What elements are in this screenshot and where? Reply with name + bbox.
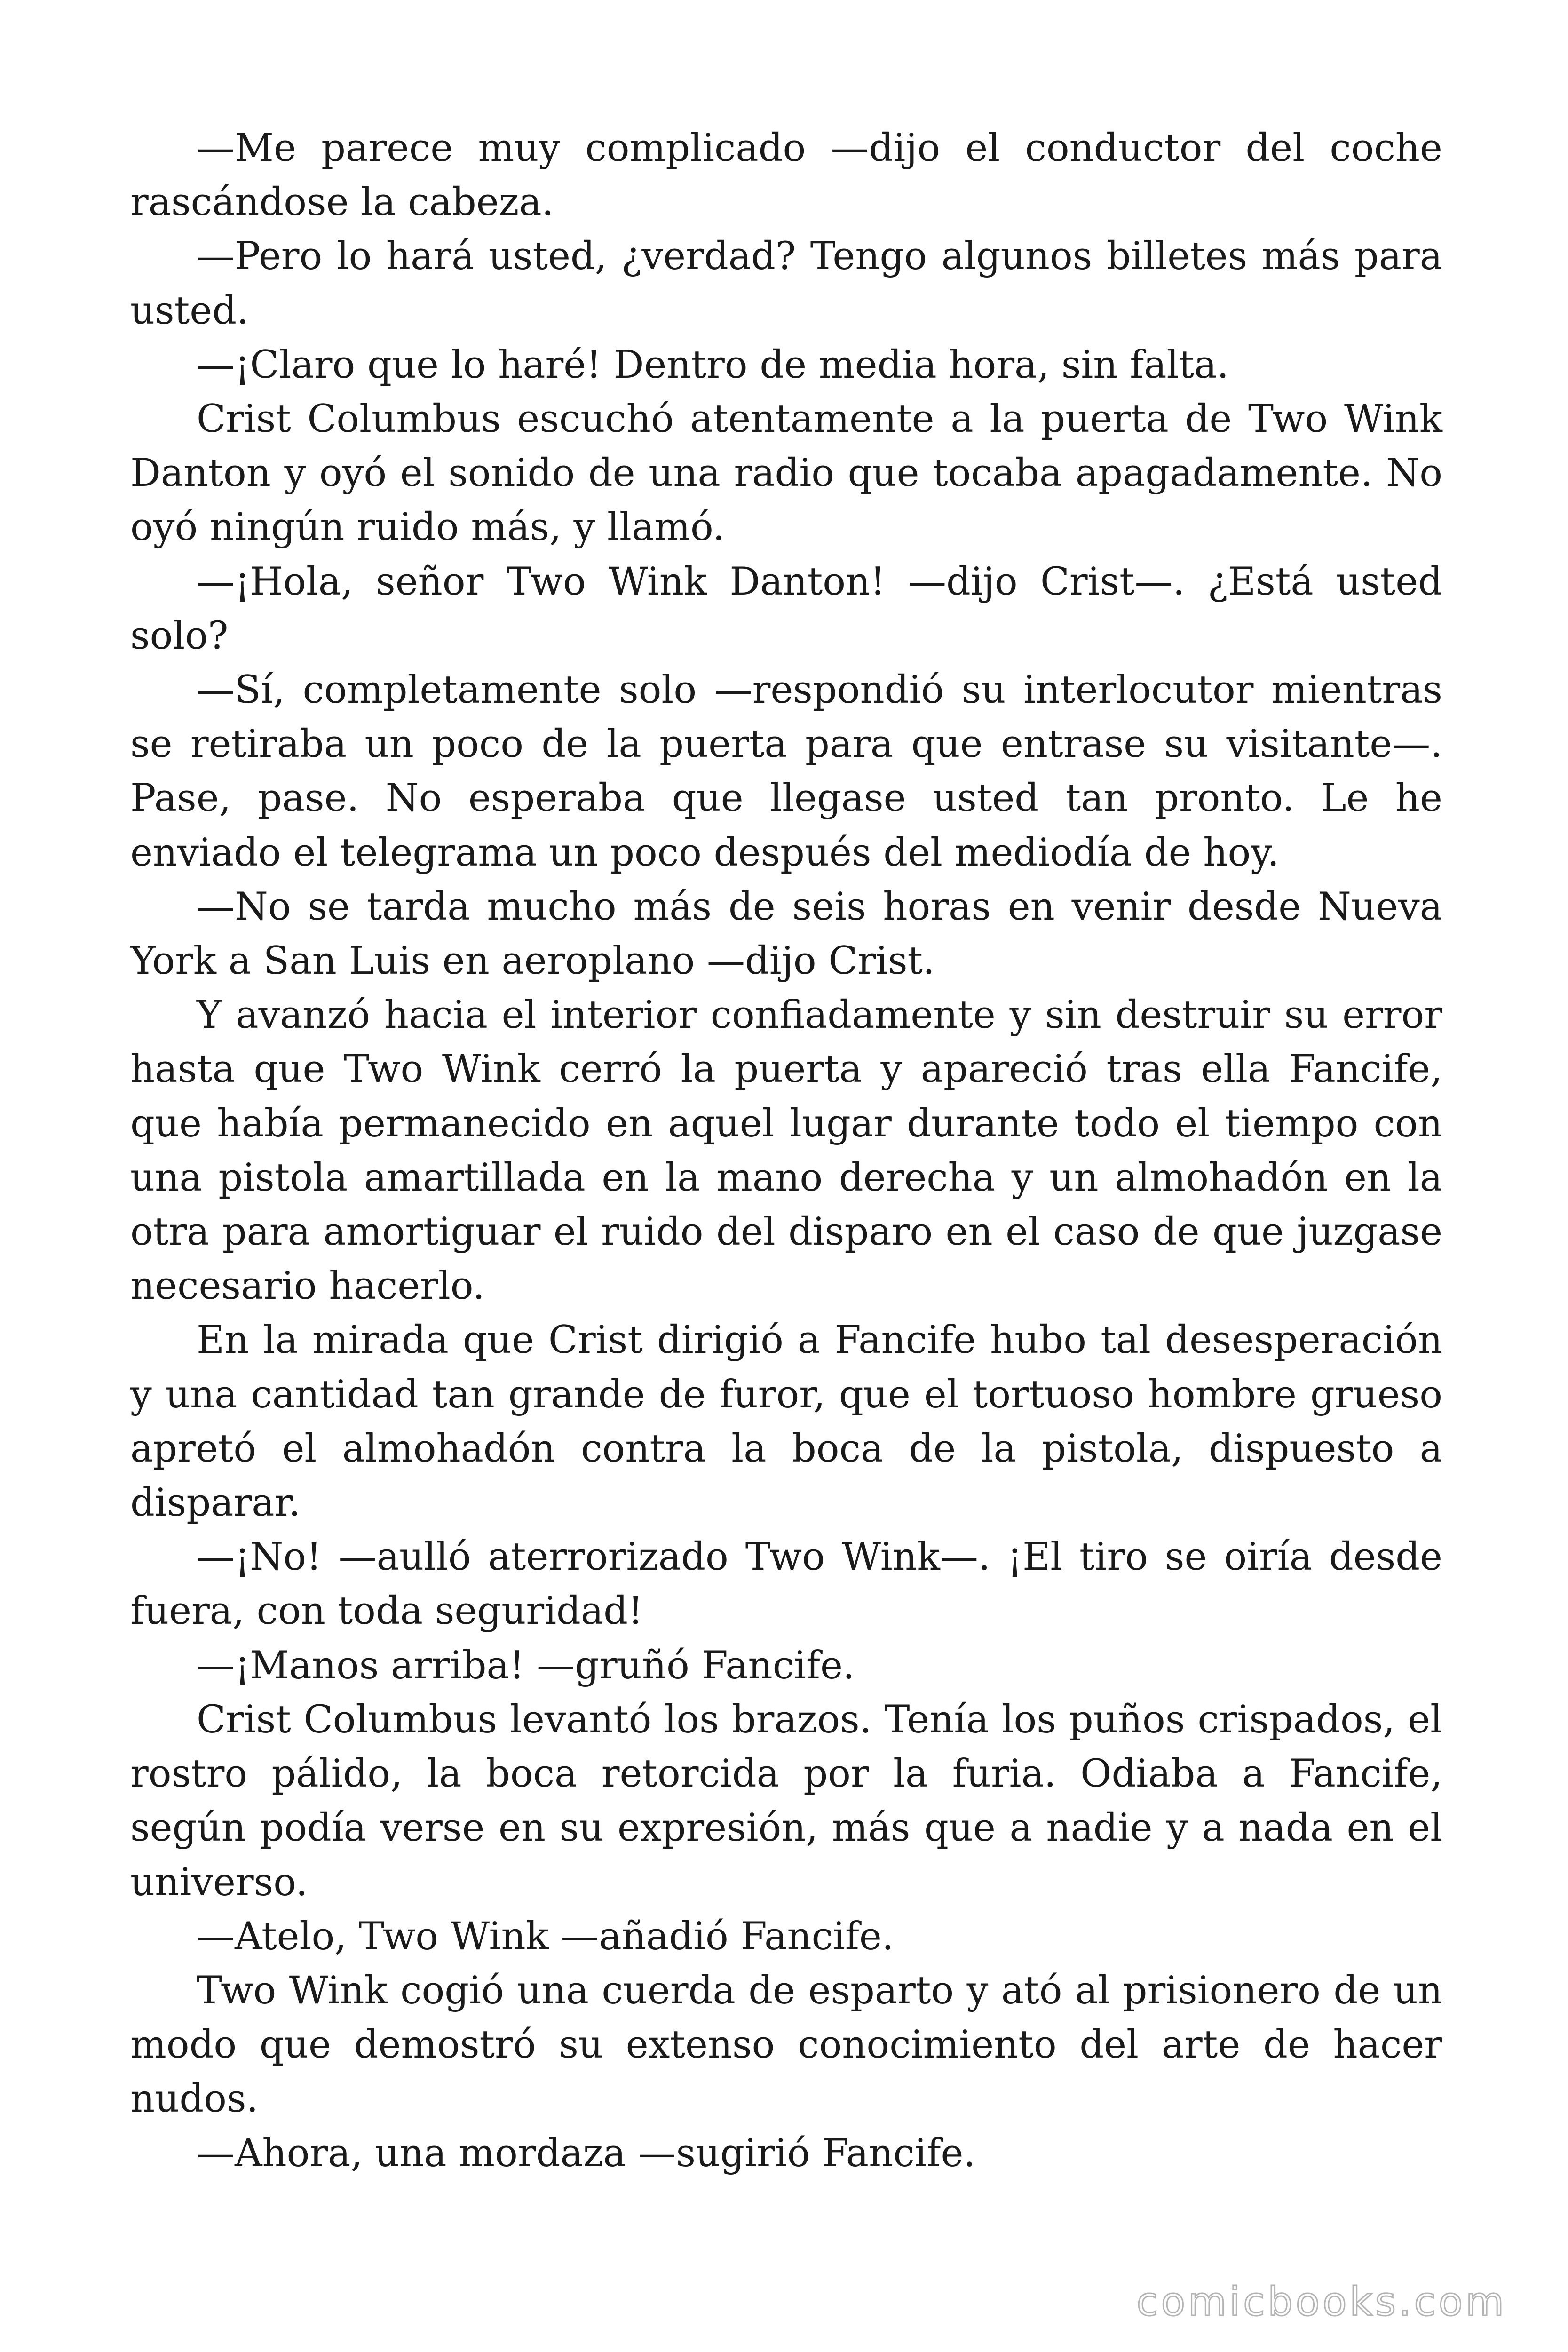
paragraph: —¡No! —aulló aterrorizado Two Wink—. ¡El tiro se oiría desde fuera, con toda seguridad! — [130, 1535, 1442, 1634]
paragraph: Y avanzó hacia el interior confiadamente y sin destruir su error hasta que Two Wink cerró la puerta y apareció tras ella Fancife, que había permanecido en aquel lugar durante todo el tiempo con una pistola amartillada en la mano derecha y un almohadón en la otra para amortiguar el ruido del disparo en el caso de que juzgase necesario hacerlo. — [130, 993, 1442, 1309]
watermark: comicbooks.com — [1136, 2279, 1507, 2325]
paragraph: —¡Manos arriba! —gruñó Fancife. — [197, 1643, 855, 1688]
paragraph: —¡Claro que lo haré! Dentro de media hora, sin falta. — [197, 342, 1229, 387]
page-body — [130, 121, 1442, 2181]
paragraph: —Sí, completamente solo —respondió su interlocutor mientras se retiraba un poco de la puerta para que entrase su visitante—. Pase, pase. No esperaba que llegase usted tan pronto. Le he enviado el telegrama un poco después del mediodía de hoy. — [130, 668, 1442, 875]
paragraph: Crist Columbus escuchó atentamente a la puerta de Two Wink Danton y oyó el sonido de una radio que tocaba apagadamente. No oyó ningún ruido más, y llamó. — [130, 397, 1442, 550]
paragraph: —Pero lo hará usted, ¿verdad? Tengo algunos billetes más para usted. — [130, 234, 1442, 333]
paragraph: En la mirada que Crist dirigió a Fancife hubo tal desesperación y una cantidad tan grande de furor, que el tortuoso hombre grueso apretó el almohadón contra la boca de la pistola, dispuesto a disparar. — [130, 1318, 1442, 1526]
paragraph: —¡Hola, señor Two Wink Danton! —dijo Crist—. ¿Está usted solo? — [130, 559, 1442, 658]
paragraph: —Atelo, Two Wink —añadió Fancife. — [197, 1914, 894, 1959]
paragraph: —No se tarda mucho más de seis horas en venir desde Nueva York a San Luis en aeroplano —dijo Crist. — [130, 884, 1442, 984]
paragraph: Crist Columbus levantó los brazos. Tenía los puños crispados, el rostro pálido, la boca retorcida por la furia. Odiaba a Fancife, según podía verse en su expresión, más que a nadie y a nada en el universo. — [130, 1697, 1442, 1905]
paragraph: Two Wink cogió una cuerda de esparto y ató al prisionero de un modo que demostró su extenso conocimiento del arte de hacer nudos. — [130, 1968, 1442, 2122]
paragraph: —Ahora, una mordaza —sugirió Fancife. — [197, 2131, 976, 2176]
paragraph: —Me parece muy complicado —dijo el conductor del coche rascándose la cabeza. — [130, 126, 1442, 225]
